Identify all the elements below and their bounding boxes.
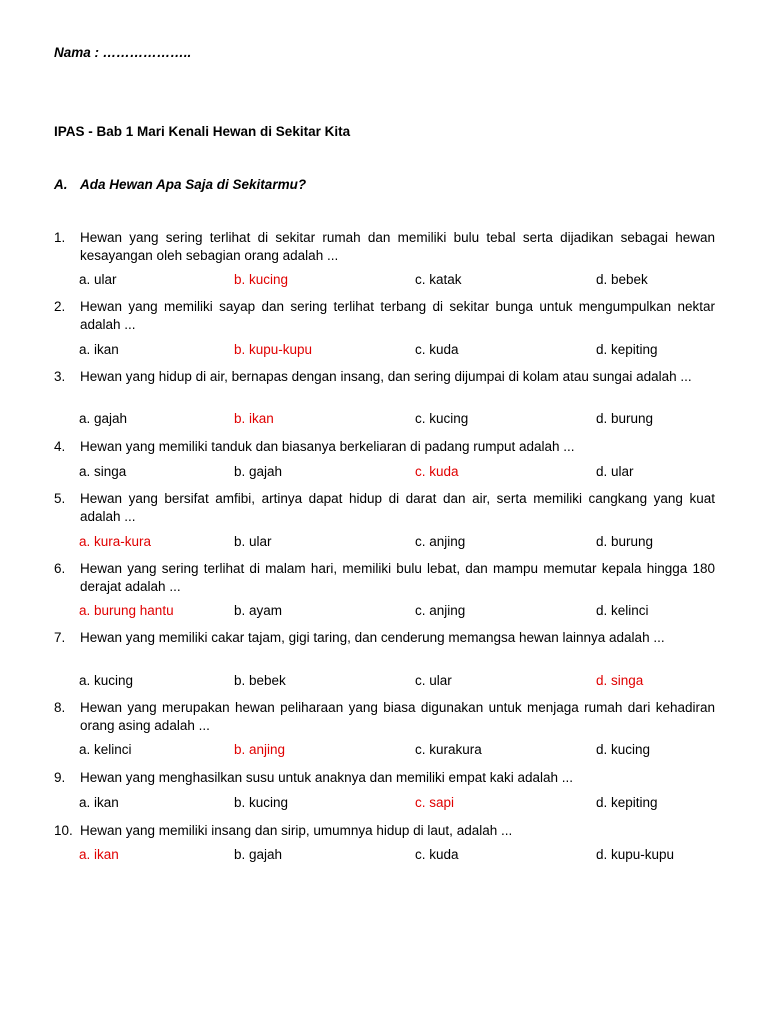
question-item xyxy=(54,298,715,333)
question-number: 7. xyxy=(54,630,66,645)
answer-options xyxy=(79,272,719,290)
question-text: Hewan yang merupakan hewan peliharaan yang biasa digunakan untuk menjaga rumah dari kehadiran orang asing adalah ... xyxy=(80,700,715,733)
answer-option: d. burung xyxy=(596,534,654,549)
answer-options xyxy=(79,342,719,360)
question-text: Hewan yang hidup di air, bernapas dengan insang, dan sering dijumpai di kolam atau sungai adalah ... xyxy=(80,369,692,384)
answer-options xyxy=(79,534,719,552)
answer-option: a. kelinci xyxy=(79,742,132,757)
question-number: 5. xyxy=(54,491,66,506)
answer-option: b. gajah xyxy=(234,847,283,862)
question-text: Hewan yang menghasilkan susu untuk anaknya dan memiliki empat kaki adalah ... xyxy=(80,770,574,785)
question-item xyxy=(54,629,715,647)
question-number: 1. xyxy=(54,230,66,245)
question-number: 9. xyxy=(54,770,66,785)
question-text: Hewan yang bersifat amfibi, artinya dapat hidup di darat dan air, serta memiliki cangkang yang kuat adalah ... xyxy=(80,491,715,524)
answer-option: b. bebek xyxy=(234,673,286,688)
question-text: Hewan yang memiliki tanduk dan biasanya berkeliaran di padang rumput adalah ... xyxy=(80,439,575,454)
answer-options xyxy=(79,795,719,813)
question-text: Hewan yang memiliki cakar tajam, gigi taring, dan cenderung memangsa hewan lainnya adalah ... xyxy=(80,630,665,645)
question-item xyxy=(54,490,715,525)
answer-option: d. kupu-kupu xyxy=(596,847,675,862)
question-number: 10. xyxy=(54,823,73,838)
question-item xyxy=(54,699,715,734)
question-item xyxy=(54,822,715,840)
answer-option: a. singa xyxy=(79,464,127,479)
question-text: Hewan yang memiliki sayap dan sering terlihat terbang di sekitar bunga untuk mengumpulkan nektar adalah ... xyxy=(80,299,715,332)
answer-option: c. kucing xyxy=(415,411,469,426)
question-item xyxy=(54,438,715,456)
name-field-line: Nama : ……………….. xyxy=(54,45,192,60)
answer-option-correct: c. kuda xyxy=(415,464,459,479)
question-item xyxy=(54,769,715,787)
answer-option: d. kepiting xyxy=(596,795,658,810)
answer-options xyxy=(79,847,719,865)
answer-option: d. kelinci xyxy=(596,603,649,618)
section-letter: A. xyxy=(54,177,68,192)
answer-option: d. kepiting xyxy=(596,342,658,357)
answer-option: b. ular xyxy=(234,534,272,549)
answer-option: a. kucing xyxy=(79,673,134,688)
answer-option: c. kurakura xyxy=(415,742,482,757)
answer-option: c. katak xyxy=(415,272,462,287)
question-number: 2. xyxy=(54,299,66,314)
section-title: Ada Hewan Apa Saja di Sekitarmu? xyxy=(80,177,307,192)
answer-options xyxy=(79,411,719,429)
answer-option: c. kuda xyxy=(415,342,459,357)
answer-options xyxy=(79,742,719,760)
answer-option: b. kucing xyxy=(234,795,289,810)
answer-options xyxy=(79,464,719,482)
answer-option-correct: c. sapi xyxy=(415,795,455,810)
answer-option-correct: b. kucing xyxy=(234,272,289,287)
answer-option: d. kucing xyxy=(596,742,651,757)
answer-option: d. ular xyxy=(596,464,634,479)
answer-option-correct: a. ikan xyxy=(79,847,119,862)
answer-option: a. ikan xyxy=(79,795,119,810)
question-text: Hewan yang memiliki insang dan sirip, umumnya hidup di laut, adalah ... xyxy=(80,823,513,838)
question-number: 8. xyxy=(54,700,66,715)
answer-option: c. anjing xyxy=(415,534,466,549)
question-number: 3. xyxy=(54,369,66,384)
answer-option-correct: a. kura-kura xyxy=(79,534,152,549)
question-number: 6. xyxy=(54,561,66,576)
worksheet-title: IPAS - Bab 1 Mari Kenali Hewan di Sekitar Kita xyxy=(54,124,351,139)
question-item xyxy=(54,229,715,264)
question-item xyxy=(54,368,715,386)
section-heading xyxy=(54,177,306,192)
question-item xyxy=(54,560,715,595)
answer-option-correct: d. singa xyxy=(596,673,644,688)
question-text: Hewan yang sering terlihat di malam hari, memiliki bulu lebat, dan mampu memutar kepala hingga 180 derajat adalah ... xyxy=(80,561,715,594)
answer-option: c. kuda xyxy=(415,847,459,862)
answer-option-correct: b. kupu-kupu xyxy=(234,342,313,357)
answer-option-correct: b. ikan xyxy=(234,411,274,426)
answer-option: d. burung xyxy=(596,411,654,426)
answer-option: b. gajah xyxy=(234,464,283,479)
answer-option: a. ular xyxy=(79,272,117,287)
answer-option: c. ular xyxy=(415,673,452,688)
answer-option: a. gajah xyxy=(79,411,128,426)
answer-option: d. bebek xyxy=(596,272,648,287)
answer-options xyxy=(79,673,719,691)
answer-option: b. ayam xyxy=(234,603,283,618)
answer-option-correct: b. anjing xyxy=(234,742,286,757)
answer-option-correct: a. burung hantu xyxy=(79,603,174,618)
question-number: 4. xyxy=(54,439,66,454)
answer-option: c. anjing xyxy=(415,603,466,618)
answer-options xyxy=(79,603,719,621)
answer-option: a. ikan xyxy=(79,342,119,357)
question-text: Hewan yang sering terlihat di sekitar rumah dan memiliki bulu tebal serta dijadikan sebagai hewan kesayangan oleh sebagian orang adalah ... xyxy=(80,230,715,263)
